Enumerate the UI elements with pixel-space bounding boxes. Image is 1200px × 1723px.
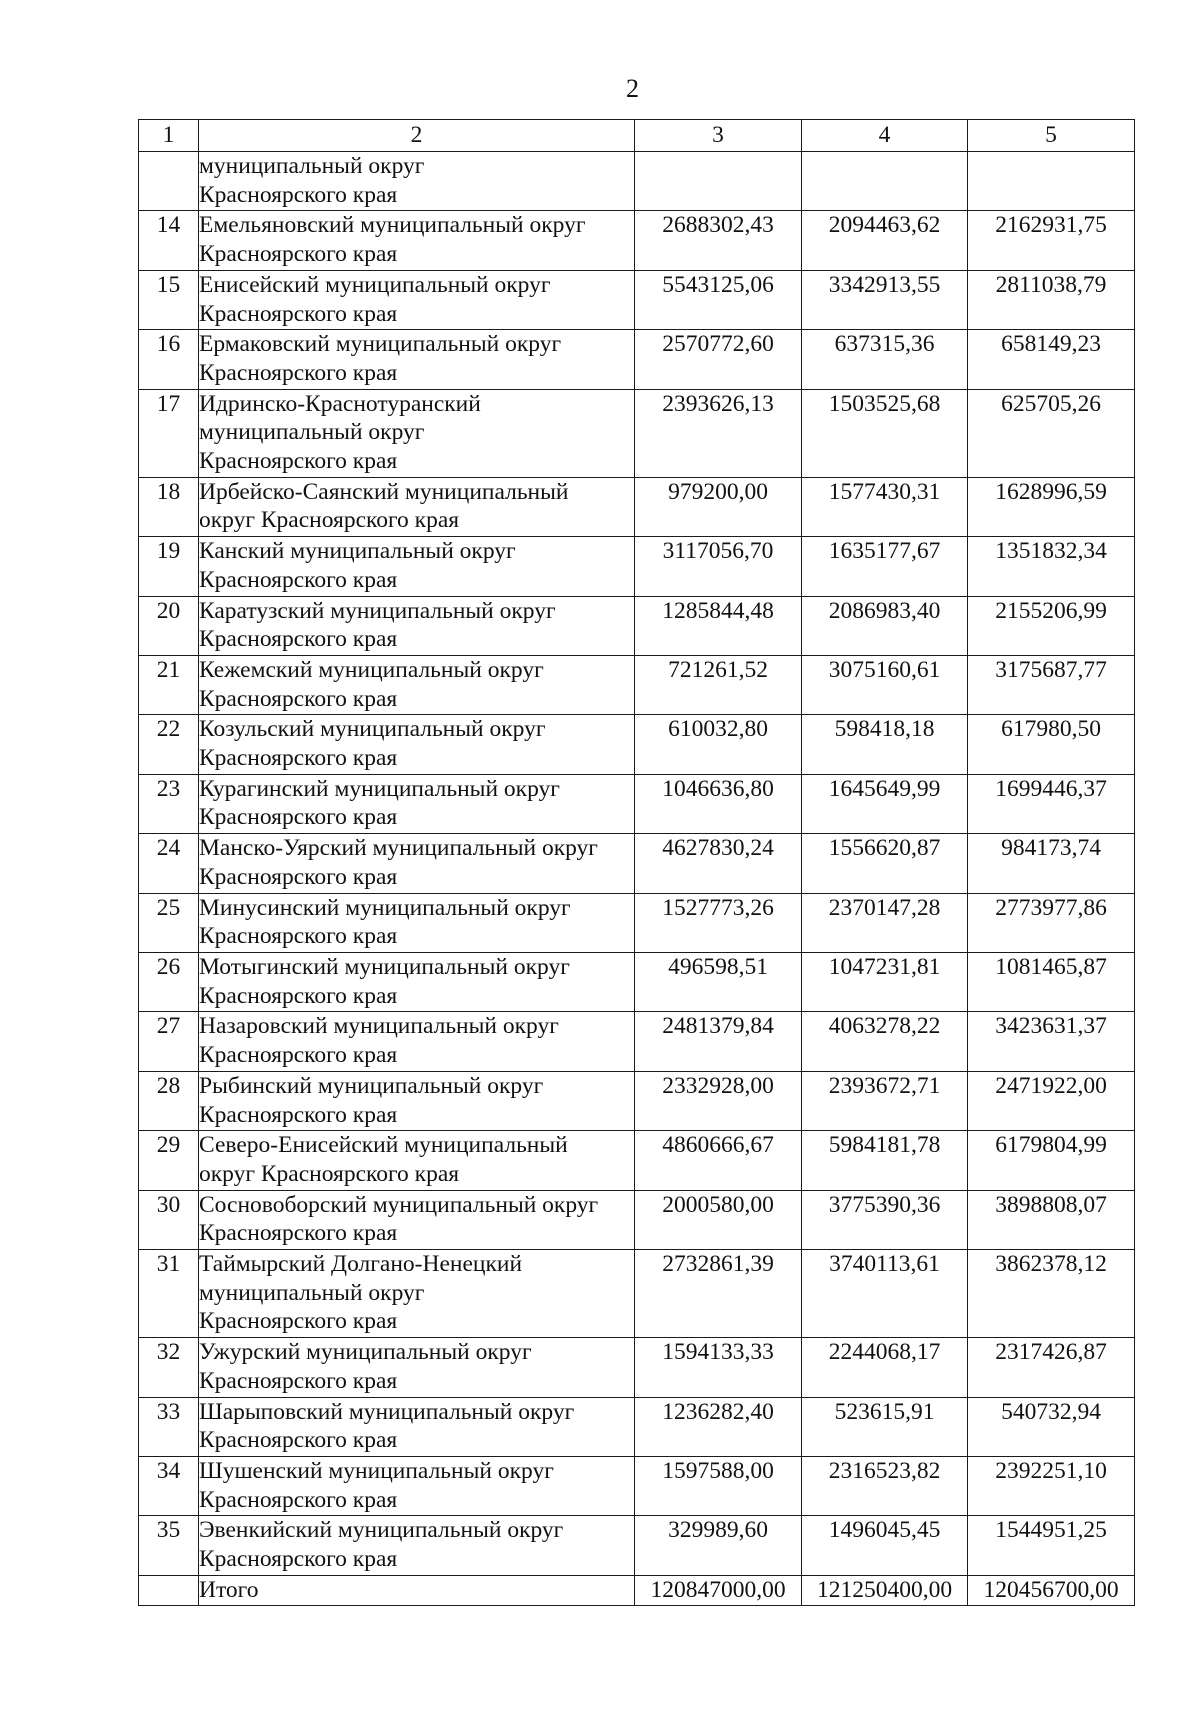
municipality-name-cell [199, 1131, 635, 1190]
municipality-name-line: Манско-Уярский муниципальный округ [199, 835, 598, 862]
municipality-name-line: Рыбинский муниципальный округ [199, 1072, 544, 1099]
row-number: 32 [139, 1338, 199, 1397]
value-column-4: 2244068,17 [802, 1338, 968, 1397]
column-header-4: 4 [802, 120, 968, 152]
value-column-4 [802, 152, 968, 211]
value-column-3: 2570772,60 [635, 330, 802, 389]
municipality-name-line: Красноярского края [199, 1308, 398, 1335]
table-row [139, 834, 1135, 893]
value-column-3: 1597588,00 [635, 1456, 802, 1515]
value-column-5: 2811038,79 [968, 270, 1135, 329]
municipality-name-cell [199, 1250, 635, 1338]
value-column-4: 1635177,67 [802, 537, 968, 596]
value-column-4: 1577430,31 [802, 477, 968, 536]
value-column-4: 3775390,36 [802, 1190, 968, 1249]
value-column-5: 540732,94 [968, 1397, 1135, 1456]
value-column-4: 598418,18 [802, 715, 968, 774]
value-column-4: 1645649,99 [802, 774, 968, 833]
municipality-name-cell [199, 834, 635, 893]
municipality-name-line: Ирбейско-Саянский муниципальный [199, 478, 569, 505]
value-column-3: 2393626,13 [635, 389, 802, 477]
municipality-name-line: Шарыповский муниципальный округ [199, 1398, 575, 1425]
table-row [139, 1338, 1135, 1397]
value-column-5: 1699446,37 [968, 774, 1135, 833]
row-number: 35 [139, 1516, 199, 1575]
value-column-3: 1236282,40 [635, 1397, 802, 1456]
municipality-name-cell [199, 152, 635, 211]
municipality-name-line: Ужурский муниципальный округ [199, 1339, 532, 1366]
row-number: 15 [139, 270, 199, 329]
table-row [139, 270, 1135, 329]
value-column-4: 5984181,78 [802, 1131, 968, 1190]
municipality-name-cell [199, 715, 635, 774]
table-row [139, 211, 1135, 270]
municipality-name-cell [199, 1012, 635, 1071]
municipality-name-line: муниципальный округ [199, 153, 425, 179]
value-column-3: 979200,00 [635, 477, 802, 536]
table-row [139, 715, 1135, 774]
value-column-5: 3175687,77 [968, 655, 1135, 714]
municipality-name-line: Красноярского края [199, 448, 398, 475]
value-column-5: 1081465,87 [968, 952, 1135, 1011]
value-column-3: 1527773,26 [635, 893, 802, 952]
value-column-5: 2773977,86 [968, 893, 1135, 952]
municipality-name-cell [199, 893, 635, 952]
municipality-name-line: Емельяновский муниципальный округ [199, 212, 586, 239]
value-column-4: 3342913,55 [802, 270, 968, 329]
total-row-number [139, 1575, 199, 1606]
value-column-5: 2392251,10 [968, 1456, 1135, 1515]
value-column-3: 610032,80 [635, 715, 802, 774]
municipality-name-cell [199, 270, 635, 329]
municipality-name-line: Сосновоборский муниципальный округ [199, 1191, 599, 1218]
value-column-3: 2332928,00 [635, 1071, 802, 1130]
municipality-name-line: Мотыгинский муниципальный округ [199, 953, 570, 980]
value-column-3: 5543125,06 [635, 270, 802, 329]
municipality-name-cell [199, 774, 635, 833]
value-column-5: 3862378,12 [968, 1250, 1135, 1338]
municipality-name-cell [199, 655, 635, 714]
value-column-3: 2481379,84 [635, 1012, 802, 1071]
table-row [139, 655, 1135, 714]
municipality-name-cell [199, 477, 635, 536]
value-column-5: 1351832,34 [968, 537, 1135, 596]
value-column-4: 3740113,61 [802, 1250, 968, 1338]
municipality-name-line: Енисейский муниципальный округ [199, 271, 551, 298]
municipality-name-cell [199, 952, 635, 1011]
row-number: 19 [139, 537, 199, 596]
municipality-name-line: Красноярского края [199, 1367, 398, 1394]
row-number: 18 [139, 477, 199, 536]
budget-table [138, 119, 1135, 1606]
total-label: Итого [199, 1575, 635, 1606]
municipality-name-line: Красноярского края [199, 359, 398, 386]
municipality-name-line: Красноярского края [199, 1427, 398, 1454]
value-column-3 [635, 152, 802, 211]
value-column-3: 4627830,24 [635, 834, 802, 893]
municipality-name-line: Северо-Енисейский муниципальный [199, 1132, 568, 1159]
municipality-name-line: Минусинский муниципальный округ [199, 894, 571, 921]
value-column-5: 984173,74 [968, 834, 1135, 893]
row-number: 29 [139, 1131, 199, 1190]
total-value-3: 120847000,00 [635, 1575, 802, 1606]
value-column-5: 2155206,99 [968, 596, 1135, 655]
municipality-name-cell [199, 537, 635, 596]
municipality-name-cell [199, 211, 635, 270]
municipality-name-line: Красноярского края [199, 566, 398, 593]
value-column-4: 637315,36 [802, 330, 968, 389]
municipality-name-line: Назаровский муниципальный округ [199, 1013, 559, 1040]
value-column-3: 721261,52 [635, 655, 802, 714]
municipality-name-line: Таймырский Долгано-Ненецкий [199, 1251, 523, 1278]
row-number: 34 [139, 1456, 199, 1515]
municipality-name-line: Красноярского края [199, 181, 398, 208]
value-column-5: 6179804,99 [968, 1131, 1135, 1190]
value-column-4: 2086983,40 [802, 596, 968, 655]
value-column-4: 1556620,87 [802, 834, 968, 893]
value-column-3: 3117056,70 [635, 537, 802, 596]
row-number: 31 [139, 1250, 199, 1338]
table-row [139, 477, 1135, 536]
table-row [139, 1456, 1135, 1515]
table-header-row [139, 120, 1135, 152]
value-column-3: 1285844,48 [635, 596, 802, 655]
municipality-name-line: Кежемский муниципальный округ [199, 656, 544, 683]
value-column-4: 2316523,82 [802, 1456, 968, 1515]
value-column-4: 2094463,62 [802, 211, 968, 270]
table-body [139, 120, 1135, 1606]
row-number: 26 [139, 952, 199, 1011]
value-column-4: 1047231,81 [802, 952, 968, 1011]
municipality-name-line: округ Красноярского края [199, 1160, 460, 1187]
value-column-5: 1628996,59 [968, 477, 1135, 536]
value-column-3: 329989,60 [635, 1516, 802, 1575]
municipality-name-line: Красноярского края [199, 1546, 398, 1573]
table-row [139, 1071, 1135, 1130]
municipality-name-line: муниципальный округ [199, 1279, 425, 1306]
municipality-name-line: Красноярского края [199, 1220, 398, 1247]
table-row [139, 389, 1135, 477]
column-header-3: 3 [635, 120, 802, 152]
municipality-name-line: Козульский муниципальный округ [199, 716, 546, 743]
row-number: 23 [139, 774, 199, 833]
municipality-name-cell [199, 1190, 635, 1249]
value-column-5: 617980,50 [968, 715, 1135, 774]
municipality-name-line: Канский муниципальный округ [199, 538, 516, 565]
municipality-name-line: Красноярского края [199, 804, 398, 831]
value-column-5: 3423631,37 [968, 1012, 1135, 1071]
row-number: 17 [139, 389, 199, 477]
row-number: 27 [139, 1012, 199, 1071]
value-column-4: 1496045,45 [802, 1516, 968, 1575]
table-row [139, 952, 1135, 1011]
row-number [139, 152, 199, 211]
value-column-5: 3898808,07 [968, 1190, 1135, 1249]
page-number: 2 [626, 74, 639, 103]
value-column-4: 523615,91 [802, 1397, 968, 1456]
municipality-name-line: Красноярского края [199, 923, 398, 950]
table-row [139, 1131, 1135, 1190]
municipality-name-line: Эвенкийский муниципальный округ [199, 1517, 564, 1544]
value-column-3: 1594133,33 [635, 1338, 802, 1397]
municipality-name-line: Красноярского края [199, 863, 398, 890]
total-value-5: 120456700,00 [968, 1575, 1135, 1606]
municipality-name-cell [199, 596, 635, 655]
value-column-4: 3075160,61 [802, 655, 968, 714]
municipality-name-line: Красноярского края [199, 626, 398, 653]
municipality-name-line: Каратузский муниципальный округ [199, 597, 556, 624]
row-number: 24 [139, 834, 199, 893]
value-column-5: 2162931,75 [968, 211, 1135, 270]
municipality-name-line: Красноярского края [199, 241, 398, 268]
municipality-name-cell [199, 1071, 635, 1130]
municipality-name-line: Красноярского края [199, 685, 398, 712]
municipality-name-line: муниципальный округ [199, 419, 425, 446]
municipality-name-line: Курагинский муниципальный округ [199, 775, 560, 802]
value-column-5: 2471922,00 [968, 1071, 1135, 1130]
municipality-name-line: Красноярского края [199, 745, 398, 772]
row-number: 21 [139, 655, 199, 714]
municipality-name-cell [199, 330, 635, 389]
municipality-name-line: Красноярского края [199, 1101, 398, 1128]
total-value-4: 121250400,00 [802, 1575, 968, 1606]
column-header-1: 1 [139, 120, 199, 152]
value-column-5: 658149,23 [968, 330, 1135, 389]
value-column-4: 2370147,28 [802, 893, 968, 952]
column-header-5: 5 [968, 120, 1135, 152]
row-number: 14 [139, 211, 199, 270]
municipality-name-line: Красноярского края [199, 1486, 398, 1513]
row-number: 20 [139, 596, 199, 655]
table-row [139, 330, 1135, 389]
municipality-name-line: Красноярского края [199, 982, 398, 1009]
row-number: 33 [139, 1397, 199, 1456]
table-row [139, 774, 1135, 833]
table-row [139, 1012, 1135, 1071]
row-number: 22 [139, 715, 199, 774]
table-row [139, 1397, 1135, 1456]
value-column-3: 496598,51 [635, 952, 802, 1011]
row-number: 30 [139, 1190, 199, 1249]
table-row [139, 596, 1135, 655]
table-row [139, 152, 1135, 211]
value-column-3: 4860666,67 [635, 1131, 802, 1190]
municipality-name-cell [199, 1397, 635, 1456]
value-column-3: 2000580,00 [635, 1190, 802, 1249]
value-column-5 [968, 152, 1135, 211]
row-number: 16 [139, 330, 199, 389]
municipality-name-cell [199, 1456, 635, 1515]
value-column-3: 2732861,39 [635, 1250, 802, 1338]
table-row [139, 893, 1135, 952]
municipality-name-line: Красноярского края [199, 300, 398, 327]
municipality-name-line: округ Красноярского края [199, 507, 460, 534]
value-column-4: 1503525,68 [802, 389, 968, 477]
value-column-3: 2688302,43 [635, 211, 802, 270]
table-row [139, 1190, 1135, 1249]
municipality-name-line: Ермаковский муниципальный округ [199, 331, 562, 358]
municipality-name-line: Идринско-Краснотуранский [199, 390, 481, 417]
municipality-name-cell [199, 1516, 635, 1575]
municipality-name-line: Красноярского края [199, 1042, 398, 1069]
municipality-name-cell [199, 1338, 635, 1397]
column-header-2: 2 [199, 120, 635, 152]
row-number: 28 [139, 1071, 199, 1130]
value-column-5: 1544951,25 [968, 1516, 1135, 1575]
value-column-5: 625705,26 [968, 389, 1135, 477]
municipality-name-cell [199, 389, 635, 477]
value-column-3: 1046636,80 [635, 774, 802, 833]
value-column-5: 2317426,87 [968, 1338, 1135, 1397]
table-row [139, 537, 1135, 596]
value-column-4: 4063278,22 [802, 1012, 968, 1071]
row-number: 25 [139, 893, 199, 952]
value-column-4: 2393672,71 [802, 1071, 968, 1130]
table-row [139, 1516, 1135, 1575]
municipality-name-line: Шушенский муниципальный округ [199, 1457, 554, 1484]
total-row [139, 1575, 1135, 1606]
table-row [139, 1250, 1135, 1338]
